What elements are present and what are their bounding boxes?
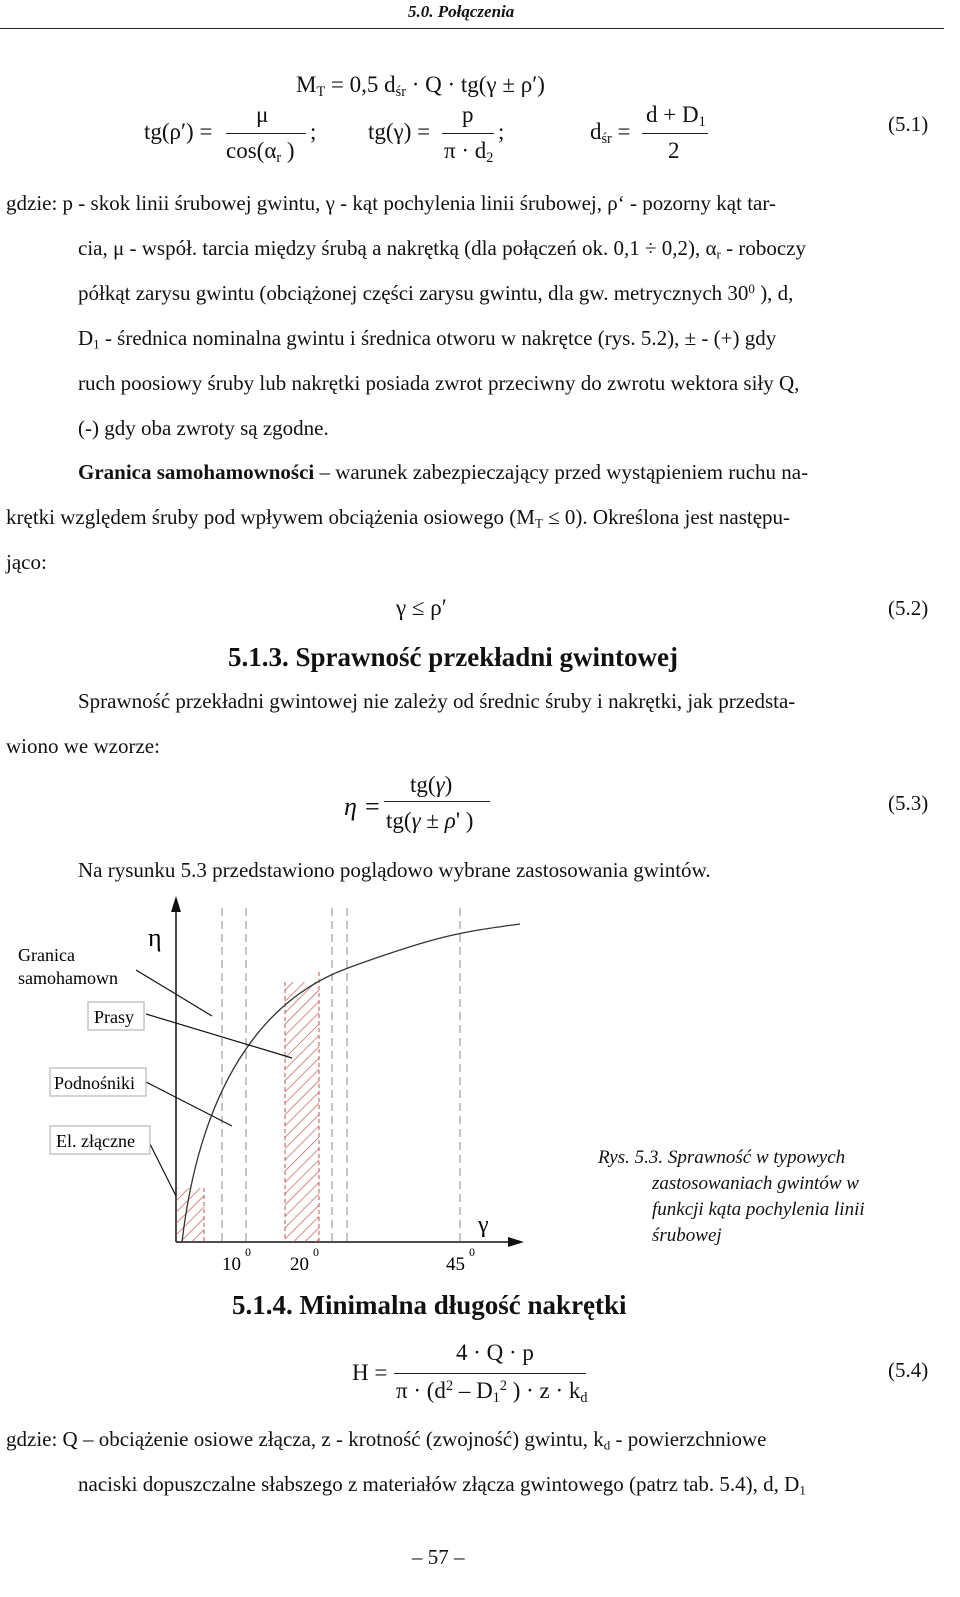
figure-caption xyxy=(598,1145,865,1249)
caption-line2: zastosowaniach gwintów w xyxy=(652,1173,859,1194)
fraction-line xyxy=(442,133,494,134)
efficiency-curve xyxy=(182,924,520,1242)
para1-line4: $D_1$ - średnica nominalna gwintu i średnica otworu w nakrętce (rys. 5.2), ± - (+) gdy xyxy=(78,326,777,352)
tick-45: 45 xyxy=(446,1254,465,1275)
para2-line3: jąco: xyxy=(6,550,47,574)
fraction-line xyxy=(394,1373,586,1374)
caption-line1: Rys. 5.3. Sprawność w typowych xyxy=(598,1147,846,1168)
term-granica: Granica samohamowności xyxy=(78,460,315,484)
header-rule xyxy=(0,28,944,29)
para2-line1 xyxy=(78,460,808,485)
label-el-zlaczne: El. złączne xyxy=(56,1131,135,1151)
fraction-line xyxy=(642,133,708,134)
equation-5-1-p: p xyxy=(462,102,474,127)
hatch-el-zlaczne xyxy=(176,1188,204,1242)
separator: ; xyxy=(498,119,505,144)
caption-line4: śrubowej xyxy=(652,1225,722,1246)
equation-5-3-num: tg(γ) xyxy=(410,772,453,797)
para3-line2: wiono we wzorze: xyxy=(6,734,160,758)
equation-5-3-den: tg(γ ± ρ' ) xyxy=(386,808,474,833)
tick-20: 20 xyxy=(290,1254,309,1275)
equation-5-4-den: $\pi \cdot (d^2 - D_1^2$ ) · $z \cdot k_d$ xyxy=(396,1378,588,1406)
fraction-line xyxy=(384,801,490,802)
para5-line1: gdzie: Q – obciążenie osiowe złącza, z - krotność (zwojność) gwintu, $k_d$ - powierzchniowe xyxy=(6,1427,767,1453)
equation-5-3-eta: η = xyxy=(344,792,381,821)
para1-line1: gdzie: p - skok linii śrubowej gwintu, γ - kąt pochylenia linii śrubowej, ρ‘ - pozorny kąt tar- xyxy=(6,191,776,215)
label-podnosniki: Podnośniki xyxy=(54,1073,136,1093)
para2-line2: krętki względem śruby pod wpływem obciążenia osiowego $(M_T \le 0)$. Określona jest następu- xyxy=(6,505,791,531)
callout-granica xyxy=(136,970,212,1016)
equation-label-5-1: (5.1) xyxy=(888,112,929,136)
para1-line6: (-) gdy oba zwroty są zgodne. xyxy=(78,416,329,440)
equation-label-5-3: (5.3) xyxy=(888,791,929,815)
x-axis-arrow-icon xyxy=(508,1237,524,1247)
axis-label-eta: η xyxy=(148,923,162,952)
page-number: – 57 – xyxy=(412,1545,465,1569)
equation-5-1-mu: μ xyxy=(256,102,269,127)
equation-5-1-line1: $M_T = 0,5$ $d_{śr} \cdot Q \cdot tg(\gamma \pm \rho')$ xyxy=(296,72,545,100)
equation-5-1-dsr: $d_{śr}$ = xyxy=(590,119,631,147)
callout-prasy xyxy=(146,1014,292,1058)
equation-5-1-pid2: $\pi \cdot d_2$ xyxy=(444,138,494,166)
para5-line2: naciski dopuszczalne słabszego z materiałów złącza gwintowego (patrz tab. 5.4), d, $D_1$ xyxy=(78,1472,806,1498)
equation-5-1-two: 2 xyxy=(668,138,680,163)
equation-5-1-tggamma: tg(γ) = xyxy=(368,119,431,144)
equation-5-1-tgrho: tg(ρ′) = xyxy=(144,119,213,144)
tick-20-deg: 0 xyxy=(313,1245,319,1259)
running-header: 5.0. Połączenia xyxy=(408,2,515,21)
para1-line5: ruch poosiowy śruby lub nakrętki posiada zwrot przeciwny do zwrotu wektora siły Q, xyxy=(78,371,800,395)
axis-label-gamma: γ xyxy=(478,1212,489,1238)
callout-podnosniki xyxy=(146,1082,232,1126)
tick-45-deg: 0 xyxy=(469,1245,475,1259)
tick-10-deg: 0 xyxy=(245,1245,251,1259)
section-heading-5-1-3: 5.1.3. Sprawność przekładni gwintowej xyxy=(228,642,679,672)
equation-5-2: γ ≤ ρ′ xyxy=(396,595,447,620)
equation-5-4-num: 4 · Q · p xyxy=(456,1340,534,1365)
tick-10: 10 xyxy=(222,1254,241,1275)
equation-5-4-H: H = xyxy=(352,1360,388,1385)
section-heading-5-1-4: 5.1.4. Minimalna długość nakrętki xyxy=(232,1290,627,1320)
label-granica-1: Granica xyxy=(18,945,75,965)
para4: Na rysunku 5.3 przedstawiono poglądowo wybrane zastosowania gwintów. xyxy=(78,858,711,882)
fraction-line xyxy=(226,133,306,134)
equation-5-1-dd1: $d + D_1$ xyxy=(646,102,706,130)
para1-line3: półkąt zarysu gwintu (obciążonej części zarysu gwintu, dla gw. metrycznych $30^0$ ), d, xyxy=(78,281,794,306)
label-granica-2: samohamown xyxy=(18,968,118,988)
separator: ; xyxy=(310,119,317,144)
para1-line2: cia, μ - współ. tarcia między śrubą a nakrętką (dla połączeń ok. 0,1 ÷ 0,2), $\alpha_r$ - roboczy xyxy=(78,236,806,262)
callout-el xyxy=(150,1144,176,1196)
equation-5-1-cos: $\cos(\alpha_r$ ) xyxy=(226,138,295,166)
para3-line1: Sprawność przekładni gwintowej nie zależy od średnic śruby i nakrętki, jak przedsta- xyxy=(78,689,796,713)
para2-line1-rest: – warunek zabezpieczający przed wystąpieniem ruchu na- xyxy=(314,460,809,484)
y-axis-arrow-icon xyxy=(171,896,181,912)
equation-label-5-4: (5.4) xyxy=(888,1358,929,1382)
equation-label-5-2: (5.2) xyxy=(888,596,929,620)
caption-line3: funkcji kąta pochylenia linii xyxy=(652,1199,865,1220)
hatch-prasy xyxy=(285,982,319,1242)
label-prasy: Prasy xyxy=(94,1007,134,1027)
